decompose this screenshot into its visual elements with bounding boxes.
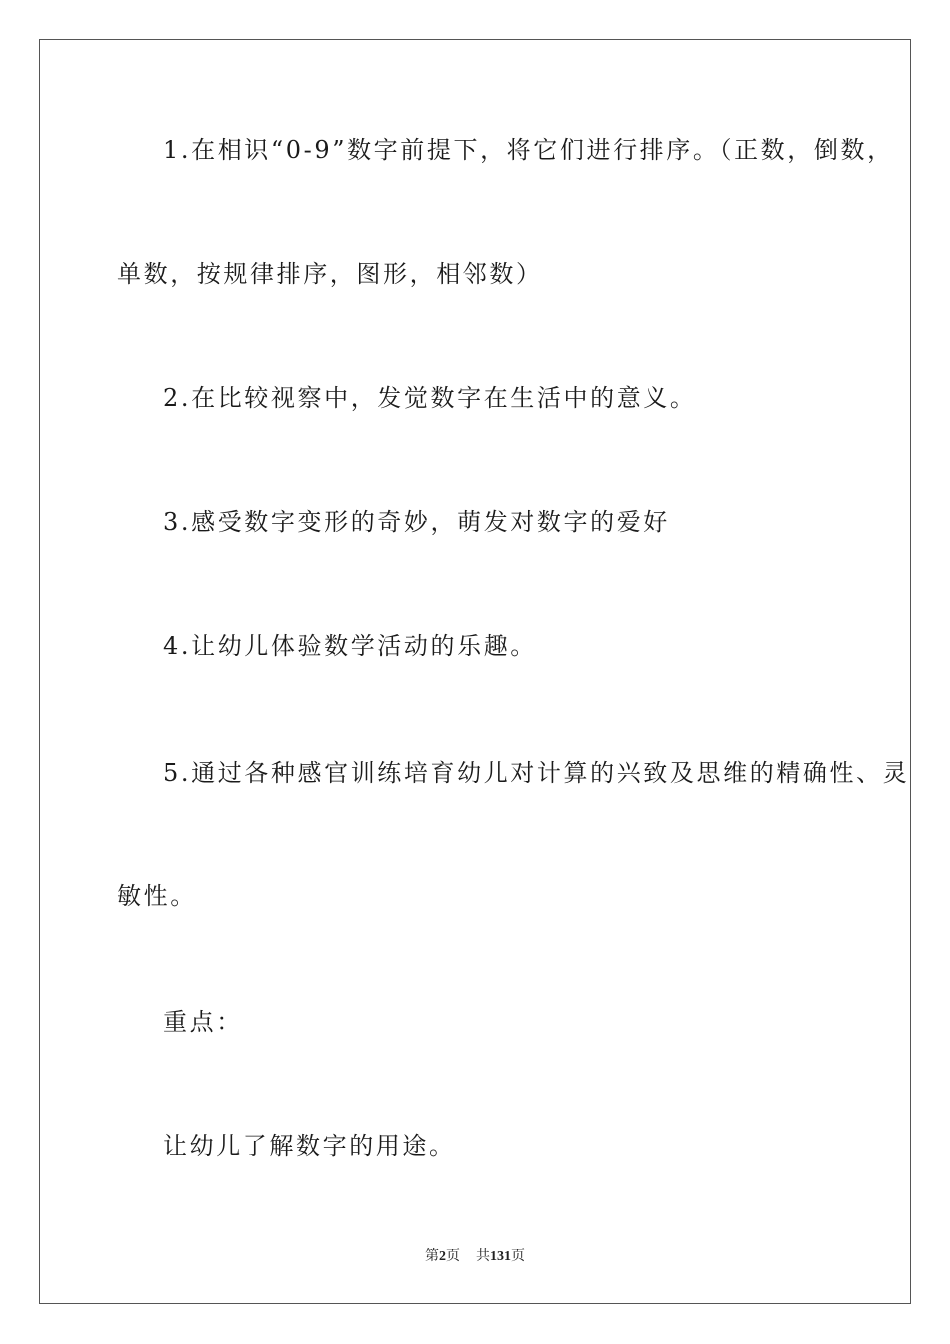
footer-page-number: 2 — [439, 1249, 446, 1264]
footer-total-prefix: 共 — [476, 1249, 490, 1264]
paragraph-2: 2.在比较视察中，发觉数字在生活中的意义。 — [163, 384, 697, 412]
paragraph-4: 4.让幼儿体验数学活动的乐趣。 — [163, 632, 537, 660]
footer-page-prefix: 第 — [425, 1249, 439, 1264]
paragraph-key-point: 让幼儿了解数字的用途。 — [163, 1132, 456, 1160]
paragraph-3: 3.感受数字变形的奇妙，萌发对数字的爱好 — [163, 508, 670, 536]
page-footer — [0, 1248, 950, 1266]
paragraph-1-line-2: 单数，按规律排序，图形，相邻数） — [117, 260, 543, 288]
paragraph-5-line-1: 5.通过各种感官训练培育幼儿对计算的兴致及思维的精确性、灵 — [163, 759, 910, 787]
section-heading-key-points: 重点： — [163, 1008, 243, 1036]
footer-page-suffix: 页 — [446, 1249, 460, 1264]
paragraph-5-line-2: 敏性。 — [117, 882, 197, 910]
footer-total-pages: 131 — [490, 1249, 511, 1264]
footer-total-suffix: 页 — [511, 1249, 525, 1264]
paragraph-1-line-1: 1.在相识“0-9”数字前提下，将它们进行排序。（正数，倒数， — [163, 136, 894, 164]
page-border — [39, 39, 911, 1304]
